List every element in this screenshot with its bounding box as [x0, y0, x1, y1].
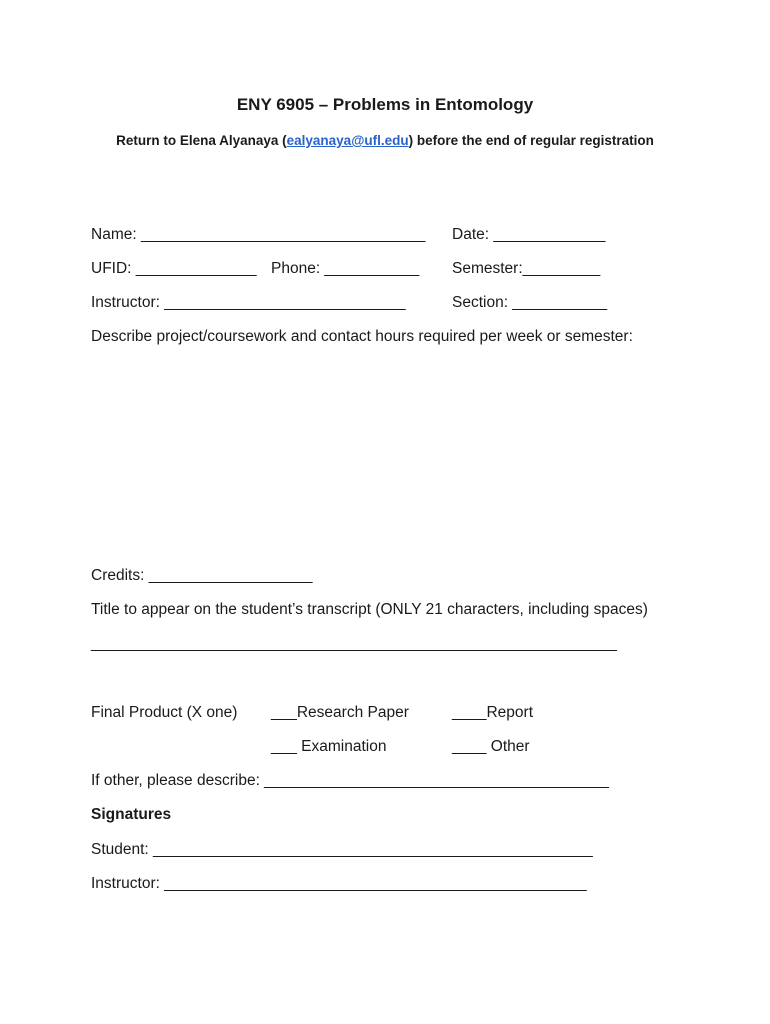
phone-field[interactable]: Phone: ___________	[271, 260, 420, 277]
form-title: ENY 6905 – Problems in Entomology	[236, 95, 534, 114]
examination-option[interactable]: ___ Examination	[271, 738, 387, 755]
credits-field[interactable]: Credits: ___________________	[91, 567, 313, 584]
transcript-title-field[interactable]: _____________________________________________________________	[91, 635, 617, 652]
semester-field[interactable]: Semester:_________	[452, 260, 601, 277]
date-field[interactable]: Date: _____________	[452, 226, 606, 243]
instructor-field[interactable]: Instructor: ____________________________	[91, 294, 406, 311]
return-instructions	[0, 133, 770, 148]
email-link[interactable]: ealyanaya@ufl.edu	[286, 133, 409, 148]
research-paper-option[interactable]: ___Research Paper	[271, 704, 409, 721]
section-field[interactable]: Section: ___________	[452, 294, 608, 311]
ufid-field[interactable]: UFID: ______________	[91, 260, 257, 277]
final-product-label: Final Product (X one)	[91, 704, 238, 721]
transcript-title-prompt: Title to appear on the student’s transcript (ONLY 21 characters, including spaces)	[91, 601, 648, 618]
describe-prompt: Describe project/coursework and contact hours required per week or semester:	[91, 328, 633, 345]
other-describe-field[interactable]: If other, please describe: ________________________________________	[91, 772, 610, 789]
instructor-signature-field[interactable]: Instructor: _________________________________________________	[91, 875, 587, 892]
other-option[interactable]: ____ Other	[452, 738, 530, 755]
return-suffix: ) before the end of regular registration	[408, 133, 654, 148]
signatures-heading: Signatures	[91, 806, 172, 823]
return-prefix: Return to Elena Alyanaya (	[116, 133, 287, 148]
name-field[interactable]: Name: _________________________________	[91, 226, 426, 243]
student-signature-field[interactable]: Student: ___________________________________________________	[91, 841, 593, 858]
report-option[interactable]: ____Report	[452, 704, 534, 721]
